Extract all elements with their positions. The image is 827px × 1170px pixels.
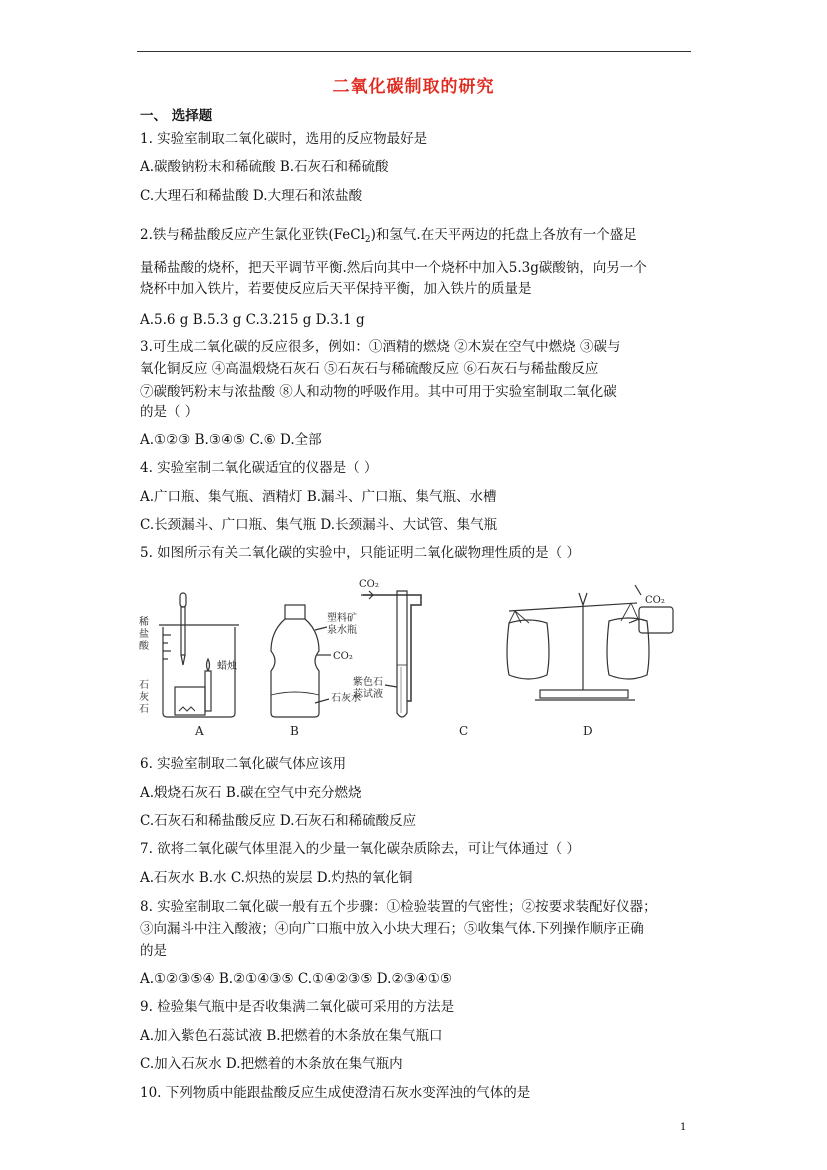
q9-stem: 9. 检验集气瓶中是否收集满二氧化碳可采用的方法是	[140, 999, 455, 1015]
q3-line4: 的是（ ）	[140, 404, 199, 420]
fig-a-label-line1: 稀	[139, 617, 149, 628]
fig-letter-b: B	[290, 724, 299, 738]
page-title: 二氧化碳制取的研究	[332, 77, 495, 97]
page-number: 1	[680, 1122, 687, 1133]
fig-letter-c: C	[459, 724, 469, 738]
fig-letter-d: D	[583, 724, 593, 738]
q2-line3: 烧杯中加入铁片，若要使反应后天平保持平衡，加入铁片的质量是	[140, 281, 532, 297]
header-rule	[137, 51, 691, 52]
q7-options: A.石灰水 B.水 C.炽热的炭层 D.灼热的氧化铜	[140, 870, 413, 886]
fig-a-stone-line2: 灰	[139, 692, 149, 703]
q6-options-ab: A.煅烧石灰石 B.碳在空气中充分燃烧	[140, 785, 362, 801]
q2-stem-part1: 2.铁与稀盐酸反应产生氯化亚铁(FeCl	[140, 227, 365, 243]
q8-options: A.①②③⑤④ B.②①④③⑤ C.①④②③⑤ D.②③④①⑤	[140, 971, 452, 987]
fig-c-co2-label: CO₂	[359, 579, 379, 590]
q9-options-ab: A.加入紫色石蕊试液 B.把燃着的木条放在集气瓶口	[140, 1028, 443, 1044]
q1-options-ab: A.碳酸钠粉末和稀硫酸 B.石灰石和稀硫酸	[140, 159, 389, 175]
fig-a-stone-line1: 石	[139, 680, 149, 691]
q3-line1: 3.可生成二氧化碳的反应很多，例如：①酒精的燃烧 ②木炭在空气中燃烧 ③碳与	[140, 339, 621, 355]
fig-b-bottle-line2: 泉水瓶	[327, 625, 357, 636]
fig-d-co2-label: CO₂	[645, 595, 665, 606]
q8-line2: ③向漏斗中注入酸液；④向广口瓶中放入小块大理石；⑤收集气体.下列操作顺序正确	[140, 921, 644, 937]
q2-stem-part2: )和氢气.在天平两边的托盘上各放有一个盛足	[370, 227, 637, 243]
q6-stem: 6. 实验室制取二氧化碳气体应该用	[140, 756, 347, 772]
fig-a-label-line3: 酸	[139, 641, 149, 652]
q5-stem: 5. 如图所示有关二氧化碳的实验中，只能证明二氧化碳物理性质的是（ ）	[140, 545, 580, 561]
bag-left	[507, 620, 549, 679]
q3-line2: 氧化铜反应 ④高温煅烧石灰石 ⑤石灰石与稀硫酸反应 ⑥石灰石与稀盐酸反应	[140, 361, 599, 377]
q1-options-cd: C.大理石和稀盐酸 D.大理石和浓盐酸	[140, 188, 363, 204]
q3-options: A.①②③ B.③④⑤ C.⑥ D.全部	[140, 432, 322, 448]
q10-stem: 10. 下列物质中能跟盐酸反应生成使澄清石灰水变浑浊的气体的是	[140, 1085, 531, 1101]
bottle-cap	[285, 605, 305, 619]
fig-c-litmus-line2: 蕊试液	[353, 689, 383, 700]
fig-a-candle-label: 蜡烛	[217, 661, 237, 672]
test-tube-c	[397, 591, 407, 717]
q4-stem: 4. 实验室制二氧化碳适宜的仪器是（ ）	[140, 460, 378, 476]
q9-options-cd: C.加入石灰水 D.把燃着的木条放在集气瓶内	[140, 1056, 403, 1072]
co2-experiment-figure	[135, 575, 695, 745]
q3-line3: ⑦碳酸钙粉末与浓盐酸 ⑧人和动物的呼吸作用。其中可用于实验室制取二氧化碳	[140, 384, 617, 400]
fig-b-bottle-line1: 塑料矿	[327, 613, 357, 624]
q2-stem	[140, 226, 637, 249]
q2-stem-subscript: 2	[364, 235, 371, 245]
bag-right	[607, 618, 649, 679]
section-heading: 一、 选择题	[140, 108, 213, 124]
stand-base	[540, 690, 628, 698]
q8-line1: 8. 实验室制取二氧化碳一般有五个步骤：①检验装置的气密性；②按要求装配好仪器；	[140, 899, 657, 915]
fig-b-limewater-label: 石灰水	[331, 693, 361, 704]
fig-a-stone-line3: 石	[139, 704, 149, 715]
beaker-a	[163, 627, 235, 717]
q8-line3: 的是	[140, 943, 167, 959]
fig-c-litmus-line1: 紫色石	[353, 677, 383, 688]
candle-a	[205, 671, 211, 711]
q7-stem: 7. 欲将二氧化碳气体里混入的少量一氧化碳杂质除去，可让气体通过（ ）	[140, 841, 580, 857]
q4-options-cd: C.长颈漏斗、广口瓶、集气瓶 D.长颈漏斗、大试管、集气瓶	[140, 517, 498, 533]
q4-options-ab: A.广口瓶、集气瓶、酒精灯 B.漏斗、广口瓶、集气瓶、水槽	[140, 489, 497, 505]
q2-options: A.5.6 g B.5.3 g C.3.215 g D.3.1 g	[140, 312, 365, 328]
figure-svg	[135, 575, 695, 745]
q1-stem: 1. 实验室制取二氧化碳时，选用的反应物最好是	[140, 131, 428, 147]
q6-options-cd: C.石灰石和稀盐酸反应 D.石灰石和稀硫酸反应	[140, 813, 417, 829]
fig-a-label-line2: 盐	[139, 629, 149, 640]
fig-letter-a: A	[195, 724, 204, 738]
q2-line2: 量稀盐酸的烧杯，把天平调节平衡.然后向其中一个烧杯中加入5.3g碳酸钠，向另一个	[140, 260, 647, 276]
dropper-bulb	[180, 593, 186, 607]
fig-b-co2-label: CO₂	[333, 651, 353, 662]
bottle-b	[271, 619, 319, 717]
